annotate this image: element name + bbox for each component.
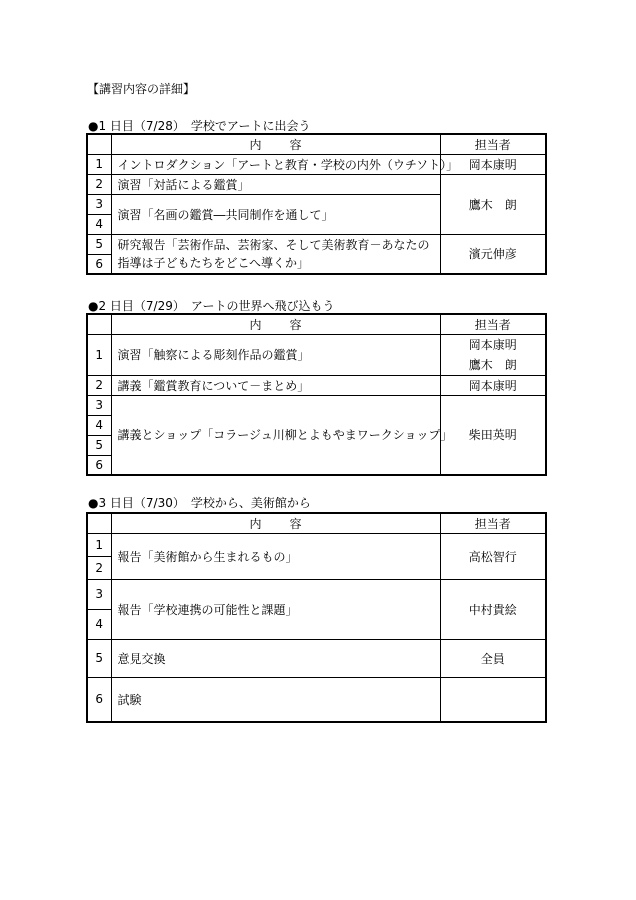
session-person [440,334,546,375]
row-number: 2 [87,556,111,579]
session-person: 高松智行 [440,533,546,579]
row-number: 5 [87,435,111,455]
day-heading: ●2 日目（7/29） アートの世界へ飛び込もう [88,299,335,313]
page-title: 【講習内容の詳細】 [87,82,196,96]
table-row [87,154,546,174]
schedule-table [86,512,547,723]
session-content: 演習「名画の鑑賞―共同制作を通して」 [111,194,440,234]
session-content: 演習「対話による鑑賞」 [111,174,440,194]
row-number: 5 [87,234,111,254]
table-row [87,334,546,375]
row-number: 4 [87,609,111,639]
session-person: 全員 [440,639,546,677]
session-person [440,677,546,722]
row-number: 3 [87,194,111,214]
table-row [87,677,546,722]
header-person: 担当者 [440,314,546,334]
row-number: 4 [87,415,111,435]
table-row [87,579,546,609]
row-number: 5 [87,639,111,677]
session-person: 岡本康明 [440,154,546,174]
schedule-table [86,313,547,476]
row-number: 1 [87,334,111,375]
session-content: 報告「美術館から生まれるもの」 [111,533,440,579]
row-number: 6 [87,455,111,475]
table-row [87,375,546,395]
day-heading: ●1 日目（7/28） 学校でアートに出会う [88,119,311,133]
header-content: 内 容 [111,513,440,533]
table-row [87,234,546,254]
session-person-line: 岡本康明 [468,337,517,352]
table-header-row [87,314,546,334]
table-row [87,639,546,677]
row-number: 2 [87,375,111,395]
session-person: 柴田英明 [440,395,546,475]
session-content: 研究報告「芸術作品、芸術家、そして美術教育－あなたの指導は子どもたちをどこへ導くか」 [111,234,440,274]
header-num [87,134,111,154]
session-content: 報告「学校連携の可能性と課題」 [111,579,440,639]
row-number: 2 [87,174,111,194]
schedule-table [86,133,547,275]
table-row [87,395,546,415]
row-number: 4 [87,214,111,234]
header-person: 担当者 [440,134,546,154]
session-person: 鷹木 朗 [440,174,546,234]
table-row [87,174,546,194]
session-content: 講義とショップ「コラージュ川柳とよもやまワークショップ」 [111,395,440,475]
row-number: 6 [87,254,111,274]
row-number: 1 [87,533,111,556]
row-number: 6 [87,677,111,722]
table-row [87,533,546,556]
session-content: 演習「触察による彫刻作品の鑑賞」 [111,334,440,375]
table-header-row [87,134,546,154]
header-content: 内 容 [111,314,440,334]
session-content: イントロダクション「アートと教育・学校の内外（ウチソト）」 [111,154,440,174]
header-person: 担当者 [440,513,546,533]
session-content: 講義「鑑賞教育について－まとめ」 [111,375,440,395]
header-num [87,513,111,533]
table-header-row [87,513,546,533]
header-num [87,314,111,334]
session-person-line: 鷹木 朗 [468,357,517,372]
session-person: 岡本康明 [440,375,546,395]
day-heading: ●3 日目（7/30） 学校から、美術館から [88,496,311,510]
session-person: 中村貴絵 [440,579,546,639]
row-number: 3 [87,579,111,609]
session-content: 意見交換 [111,639,440,677]
session-content: 試験 [111,677,440,722]
row-number: 3 [87,395,111,415]
row-number: 1 [87,154,111,174]
header-content: 内 容 [111,134,440,154]
session-person: 濱元伸彦 [440,234,546,274]
